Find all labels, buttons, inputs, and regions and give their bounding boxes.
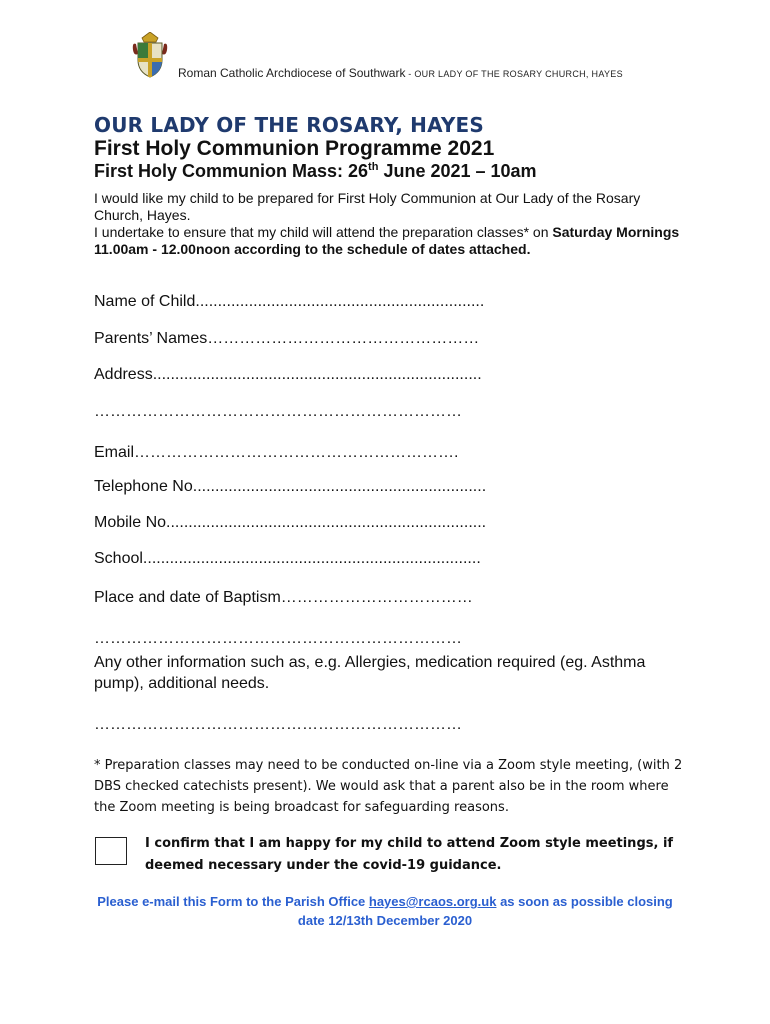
mass-title [94,161,537,182]
archdiocese-crest-icon [130,32,170,78]
church-name: OUR LADY OF THE ROSARY CHURCH, HAYES [414,69,623,79]
zoom-consent-label: I confirm that I am happy for my child to attend Zoom style meetings, if deemed necessary under the covid-19 guidance. [145,836,674,873]
email-instructions-suffix: as soon as possible closing date 12/13th December 2020 [297,894,673,928]
mass-title-sup: th [368,161,379,173]
archdiocese-name: Roman Catholic Archdiocese of Southwark [178,66,406,80]
child-name-field[interactable]: Name of Child................................................................. [94,293,485,310]
telephone-field[interactable]: Telephone No.................................................................. [94,478,487,495]
other-info-label: Any other information such as, e.g. Allergies, medication required (eg. Asthma pump), additional needs. [94,654,646,692]
email-instructions-prefix: Please e-mail this Form to the Parish Office [97,894,369,909]
parish-title: OUR LADY OF THE ROSARY, HAYES [94,113,485,137]
email-field[interactable]: Email……………………………………………………. [94,444,459,461]
baptism-field[interactable]: Place and date of Baptism……………………………… [94,589,473,606]
baptism-line-2-field[interactable]: …………………………………………………………… [94,630,462,647]
other-info-field[interactable]: …………………………………………………………… [94,716,462,733]
zoom-consent-checkbox[interactable] [95,837,127,865]
letterhead [178,66,623,80]
mobile-field[interactable]: Mobile No........................................................................ [94,514,487,531]
intro-line-2-plain: I undertake to ensure that my child will attend the preparation classes* on [94,224,553,240]
parents-names-field[interactable]: Parents’ Names…………………………………………… [94,330,480,347]
email-instructions [94,892,676,930]
mass-title-suffix: June 2021 – 10am [378,161,537,181]
school-field[interactable]: School............................................................................ [94,550,481,567]
mass-title-prefix: First Holy Communion Mass: 26 [94,161,369,181]
intro-line-1: I would like my child to be prepared for First Holy Communion at Our Lady of the Rosary Church, Hayes. [94,190,641,223]
address-field[interactable]: Address.......................................................................... [94,366,482,383]
footnote: * Preparation classes may need to be conducted on-line via a Zoom style meeting, (with 2 DBS checked catechists present). We would ask that a parent also be in the room where the Zoom meeting is being broadcast for safeguarding reasons. [94,758,683,815]
intro-line-2-bold: Saturday Mornings 11.00am - 12.00noon according to the schedule of dates attached. [94,224,680,257]
header-separator: - [405,69,415,79]
address-line-2-field[interactable]: …………………………………………………………… [94,403,462,420]
parish-email-link[interactable]: hayes@rcaos.org.uk [368,894,497,909]
intro-text [94,190,684,258]
programme-title: First Holy Communion Programme 2021 [94,137,495,160]
intro-line-2 [94,224,684,258]
